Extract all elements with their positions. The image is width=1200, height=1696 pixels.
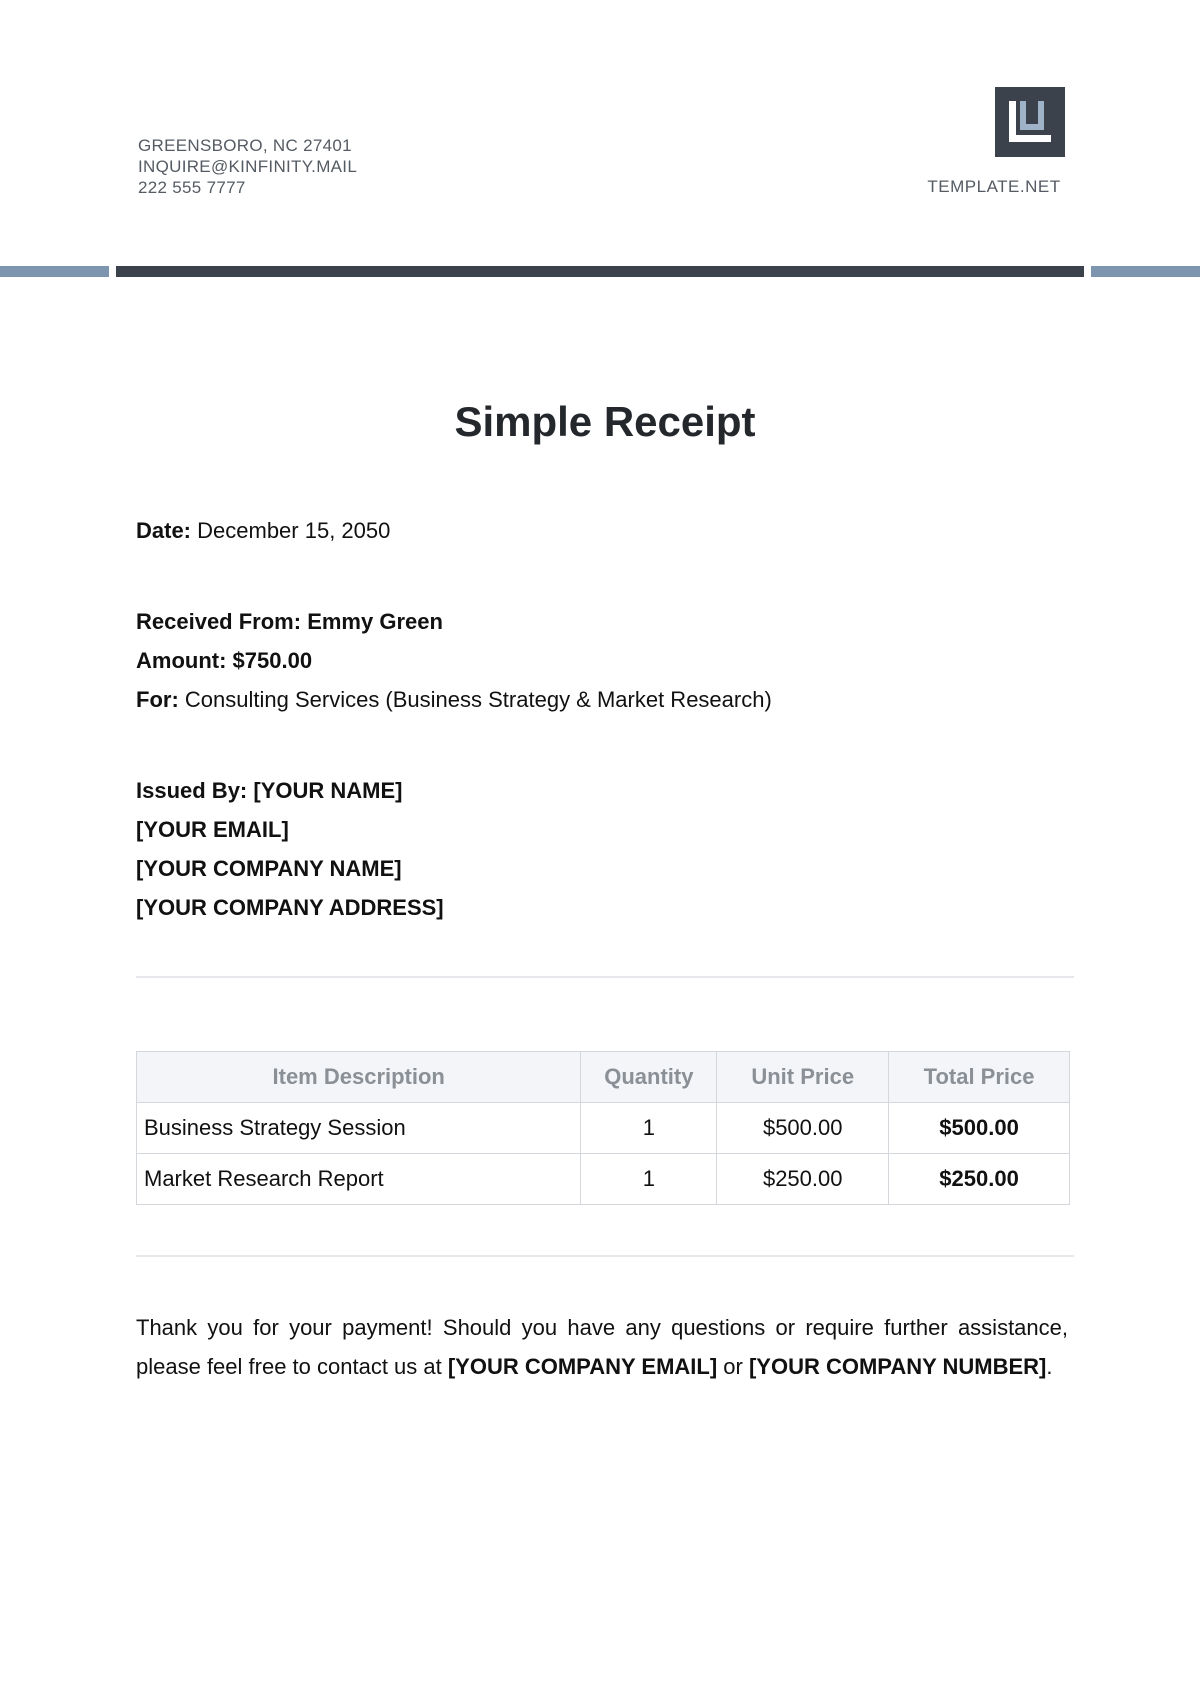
item-unit-price: $500.00 xyxy=(717,1103,889,1154)
company-address: GREENSBORO, NC 27401 xyxy=(138,136,352,155)
closing-text-3: . xyxy=(1046,1354,1053,1379)
closing-company-email: [YOUR COMPANY EMAIL] xyxy=(447,1354,718,1379)
header-band-main xyxy=(116,266,1084,277)
received-from-line xyxy=(136,607,443,637)
item-description: Business Strategy Session xyxy=(137,1103,581,1154)
closing-note xyxy=(136,1308,1068,1386)
items-table xyxy=(136,1051,1070,1205)
item-quantity: 1 xyxy=(581,1154,717,1205)
item-total-price: $500.00 xyxy=(889,1103,1070,1154)
amount-value: $750.00 xyxy=(232,648,313,673)
amount-line xyxy=(136,646,312,676)
company-phone: 222 555 7777 xyxy=(138,178,246,197)
logo-caption: TEMPLATE.NET xyxy=(927,177,1061,196)
closing-text-1: Thank you for your payment! Should you have any questions or require further assistance, please feel free to contact us at xyxy=(136,1315,1068,1379)
issuer-email-line xyxy=(136,815,289,845)
issuer-company-address: [YOUR COMPANY ADDRESS] xyxy=(136,895,444,920)
date-label: Date: xyxy=(136,518,192,543)
divider-bottom xyxy=(136,1255,1074,1257)
header-band-left xyxy=(0,266,109,277)
header-band-right xyxy=(1091,266,1200,277)
issuer-company-name: [YOUR COMPANY NAME] xyxy=(136,856,402,881)
table-row xyxy=(137,1103,1070,1154)
item-description: Market Research Report xyxy=(137,1154,581,1205)
closing-company-number: [YOUR COMPANY NUMBER] xyxy=(748,1354,1047,1379)
column-header-quantity: Quantity xyxy=(581,1052,717,1103)
column-header-total-price: Total Price xyxy=(889,1052,1070,1103)
item-total-price: $250.00 xyxy=(889,1154,1070,1205)
table-row xyxy=(137,1154,1070,1205)
date-line xyxy=(136,516,390,546)
column-header-description: Item Description xyxy=(137,1052,581,1103)
divider-top xyxy=(136,976,1074,978)
issuer-email: [YOUR EMAIL] xyxy=(136,817,289,842)
header-contact xyxy=(138,135,357,198)
item-quantity: 1 xyxy=(581,1103,717,1154)
date-value: December 15, 2050 xyxy=(197,518,391,543)
company-email: INQUIRE@KINFINITY.MAIL xyxy=(138,157,358,176)
issuer-company-line xyxy=(136,854,402,884)
issuer-name: [YOUR NAME] xyxy=(253,778,403,803)
issued-by-line xyxy=(136,776,403,806)
amount-label: Amount: xyxy=(136,648,227,673)
table-header-row xyxy=(137,1052,1070,1103)
received-from-label: Received From: xyxy=(136,609,302,634)
column-header-unit-price: Unit Price xyxy=(717,1052,889,1103)
issuer-address-line xyxy=(136,893,444,923)
page-title: Simple Receipt xyxy=(454,398,756,445)
for-line xyxy=(136,685,772,715)
for-value: Consulting Services (Business Strategy & Market Research) xyxy=(184,687,772,712)
issued-by-label: Issued By: xyxy=(136,778,248,803)
closing-text-2: or xyxy=(717,1354,749,1379)
item-unit-price: $250.00 xyxy=(717,1154,889,1205)
received-from-value: Emmy Green xyxy=(307,609,443,634)
for-label: For: xyxy=(136,687,179,712)
logo-icon xyxy=(995,87,1065,157)
